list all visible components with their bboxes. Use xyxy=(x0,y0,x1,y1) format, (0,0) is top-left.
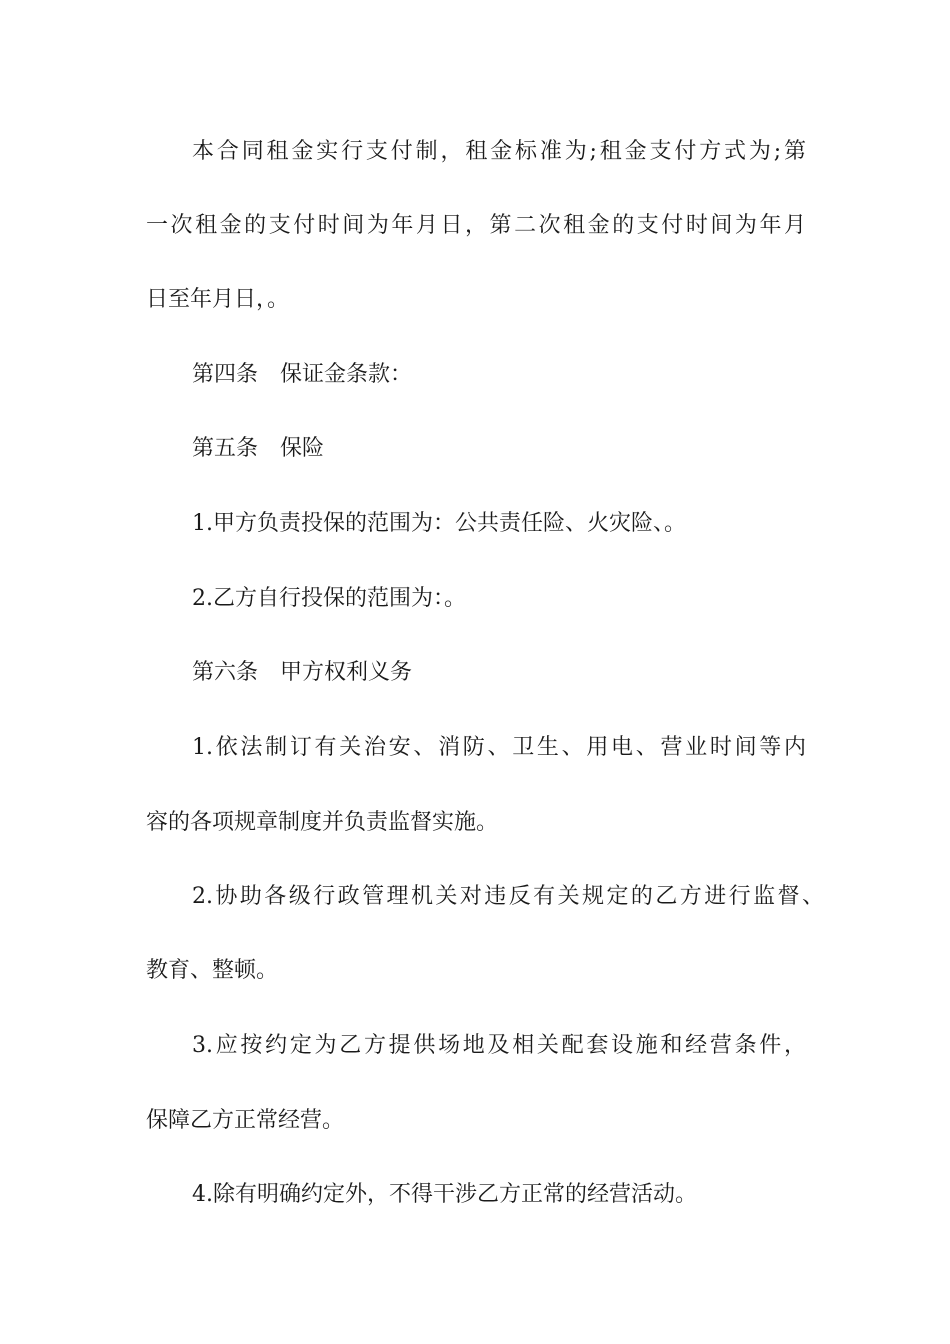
paragraph-rent-payment-line-3: 日至年月日，。 xyxy=(146,287,290,312)
article-4-heading: 第四条 保证金条款： xyxy=(192,362,413,387)
paragraph-rent-payment-line-1: 本合同租金实行支付制，租金标准为;租金支付方式为;第 xyxy=(192,139,806,164)
insurance-item-2: 2.乙方自行投保的范围为：。 xyxy=(192,586,466,611)
paragraph-rent-payment-line-2: 一次租金的支付时间为年月日，第二次租金的支付时间为年月 xyxy=(146,213,806,238)
party-a-duty-1-line-2: 容的各项规章制度并负责监督实施。 xyxy=(146,810,499,835)
party-a-duty-3-line-2: 保障乙方正常经营。 xyxy=(146,1108,345,1133)
party-a-duty-4: 4.除有明确约定外，不得干涉乙方正常的经营活动。 xyxy=(192,1182,697,1207)
insurance-item-1: 1.甲方负责投保的范围为：公共责任险、火灾险、。 xyxy=(192,511,686,536)
party-a-duty-2-line-2: 教育、整顿。 xyxy=(146,958,279,983)
party-a-duty-3-line-1: 3.应按约定为乙方提供场地及相关配套设施和经营条件， xyxy=(192,1033,806,1058)
party-a-duty-1-line-1: 1.依法制订有关治安、消防、卫生、用电、营业时间等内 xyxy=(192,735,806,760)
article-6-heading: 第六条 甲方权利义务 xyxy=(192,660,413,685)
party-a-duty-2-line-1: 2.协助各级行政管理机关对违反有关规定的乙方进行监督、 xyxy=(192,884,824,909)
article-5-heading: 第五条 保险 xyxy=(192,436,325,461)
